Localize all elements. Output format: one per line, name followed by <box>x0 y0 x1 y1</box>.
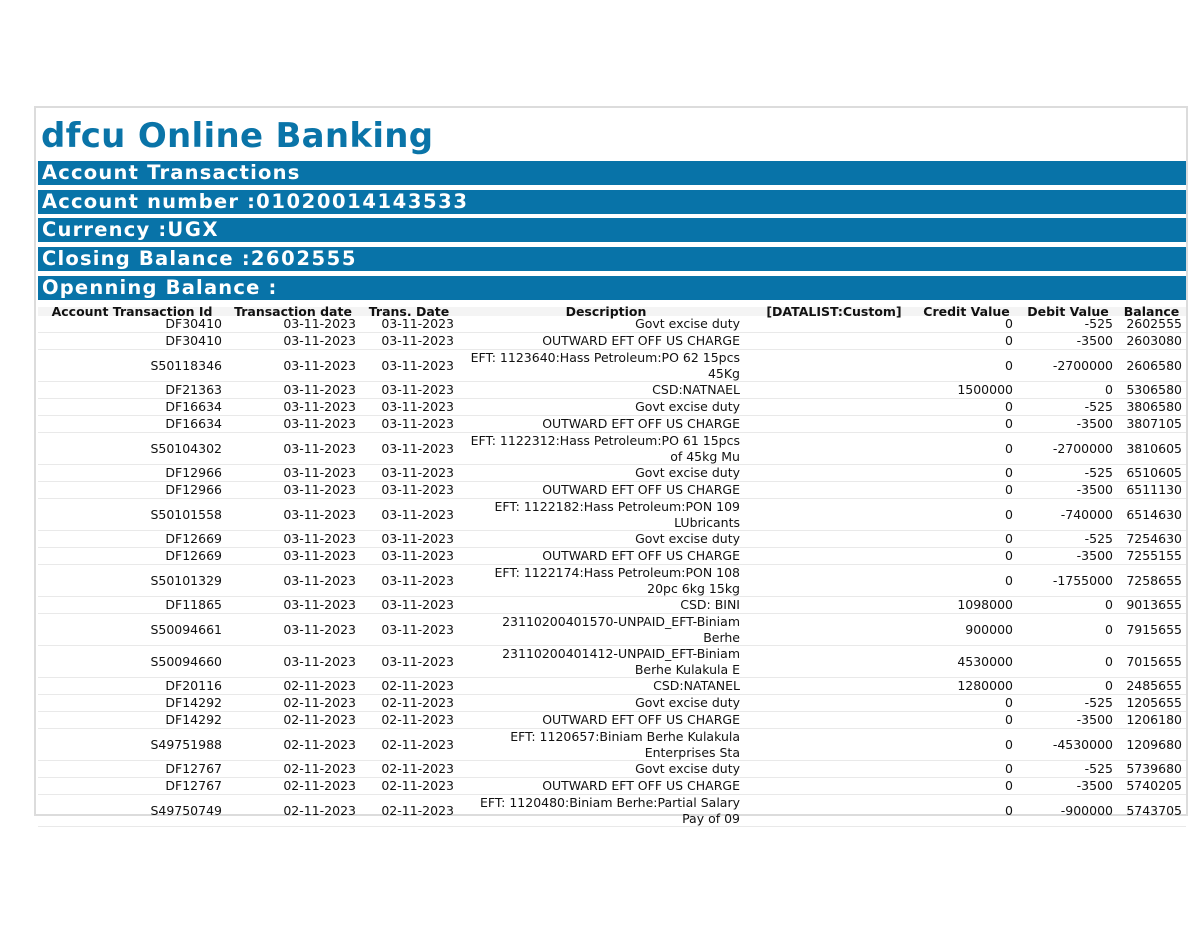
report-frame <box>34 106 1188 826</box>
cell-description <box>458 712 754 729</box>
cell-debit-value: -3500 <box>1019 482 1117 499</box>
cell-trans-date: 02-11-2023 <box>360 729 458 761</box>
cell-balance: 2603080 <box>1117 333 1186 350</box>
cell-transaction-date: 03-11-2023 <box>226 565 360 597</box>
cell-balance: 5743705 <box>1117 795 1186 827</box>
cell-trans-date: 03-11-2023 <box>360 548 458 565</box>
cell-custom <box>754 531 914 548</box>
description-text: 23110200401412-UNPAID_EFT-Biniam Berhe Kulakula E <box>502 646 740 677</box>
cell-custom <box>754 416 914 433</box>
description-text: Govt excise duty <box>635 531 740 546</box>
cell-credit-value: 0 <box>914 548 1019 565</box>
description-text: OUTWARD EFT OFF US CHARGE <box>542 482 740 497</box>
cell-trans-date: 02-11-2023 <box>360 695 458 712</box>
cell-trans-date: 02-11-2023 <box>360 795 458 827</box>
cell-custom <box>754 465 914 482</box>
cell-credit-value: 0 <box>914 399 1019 416</box>
cell-description <box>458 416 754 433</box>
cell-credit-value: 0 <box>914 499 1019 531</box>
cell-transaction-id: DF12966 <box>38 465 226 482</box>
table-row <box>38 795 1186 827</box>
cell-balance: 7255155 <box>1117 548 1186 565</box>
cell-balance: 3810605 <box>1117 433 1186 465</box>
cell-custom <box>754 399 914 416</box>
cell-description <box>458 465 754 482</box>
cell-credit-value: 0 <box>914 465 1019 482</box>
account-number-bar <box>38 190 1186 214</box>
cell-trans-date: 03-11-2023 <box>360 482 458 499</box>
cell-debit-value: -900000 <box>1019 795 1117 827</box>
closing-balance-label: Closing Balance : <box>42 247 251 270</box>
cell-description <box>458 597 754 614</box>
cell-credit-value: 1280000 <box>914 678 1019 695</box>
cell-trans-date: 03-11-2023 <box>360 646 458 678</box>
table-row <box>38 695 1186 712</box>
cell-debit-value: -4530000 <box>1019 729 1117 761</box>
cell-transaction-date: 02-11-2023 <box>226 761 360 778</box>
cell-description <box>458 433 754 465</box>
cell-transaction-id: DF30410 <box>38 333 226 350</box>
cell-balance: 5306580 <box>1117 382 1186 399</box>
cell-debit-value: -525 <box>1019 695 1117 712</box>
cell-credit-value: 0 <box>914 778 1019 795</box>
cell-custom <box>754 729 914 761</box>
cell-transaction-date: 03-11-2023 <box>226 597 360 614</box>
cell-balance: 5740205 <box>1117 778 1186 795</box>
cell-transaction-id: DF12966 <box>38 482 226 499</box>
cell-transaction-date: 03-11-2023 <box>226 433 360 465</box>
cell-description <box>458 333 754 350</box>
cell-transaction-id: S50101329 <box>38 565 226 597</box>
cell-transaction-id: DF12669 <box>38 531 226 548</box>
cell-credit-value: 0 <box>914 695 1019 712</box>
col-header-transaction-date[interactable]: Transaction date <box>226 307 360 316</box>
table-row <box>38 531 1186 548</box>
description-text: CSD:NATNAEL <box>652 382 740 397</box>
col-header-custom[interactable]: [DATALIST:Custom] <box>754 307 914 316</box>
description-text: OUTWARD EFT OFF US CHARGE <box>542 416 740 431</box>
cell-transaction-id: DF21363 <box>38 382 226 399</box>
cell-custom <box>754 712 914 729</box>
cell-transaction-id: S50118346 <box>38 350 226 382</box>
cell-custom <box>754 614 914 646</box>
cell-transaction-date: 02-11-2023 <box>226 778 360 795</box>
cell-custom <box>754 646 914 678</box>
table-row <box>38 350 1186 382</box>
cell-credit-value: 0 <box>914 333 1019 350</box>
cell-debit-value: -740000 <box>1019 499 1117 531</box>
cell-trans-date: 03-11-2023 <box>360 565 458 597</box>
description-text: OUTWARD EFT OFF US CHARGE <box>542 333 740 348</box>
description-text: EFT: 1122182:Hass Petroleum:PON 109 LUbricants <box>494 499 740 530</box>
cell-trans-date: 02-11-2023 <box>360 761 458 778</box>
cell-description <box>458 548 754 565</box>
cell-description <box>458 382 754 399</box>
section-title: Account Transactions <box>42 161 301 184</box>
cell-debit-value: -2700000 <box>1019 433 1117 465</box>
cell-description <box>458 795 754 827</box>
cell-trans-date: 03-11-2023 <box>360 531 458 548</box>
cell-debit-value: -525 <box>1019 316 1117 333</box>
cell-credit-value: 0 <box>914 482 1019 499</box>
table-row <box>38 778 1186 795</box>
cell-transaction-date: 03-11-2023 <box>226 646 360 678</box>
currency-bar <box>38 218 1186 242</box>
table-row <box>38 565 1186 597</box>
description-text: EFT: 1122312:Hass Petroleum:PO 61 15pcs of 45kg Mu <box>470 433 740 464</box>
cell-balance: 7015655 <box>1117 646 1186 678</box>
cell-transaction-id: DF14292 <box>38 712 226 729</box>
description-text: EFT: 1122174:Hass Petroleum:PON 108 20pc 6kg 15kg <box>494 565 740 596</box>
cell-balance: 1206180 <box>1117 712 1186 729</box>
cell-custom <box>754 761 914 778</box>
cell-description <box>458 695 754 712</box>
section-title-bar <box>38 161 1186 185</box>
cell-custom <box>754 433 914 465</box>
cell-debit-value: 0 <box>1019 614 1117 646</box>
cell-credit-value: 0 <box>914 350 1019 382</box>
description-text: CSD:NATANEL <box>653 678 740 693</box>
cell-debit-value: -3500 <box>1019 548 1117 565</box>
cell-transaction-date: 03-11-2023 <box>226 350 360 382</box>
cell-balance: 9013655 <box>1117 597 1186 614</box>
account-number-value: 01020014143533 <box>256 190 469 213</box>
cell-debit-value: -3500 <box>1019 416 1117 433</box>
cell-trans-date: 03-11-2023 <box>360 399 458 416</box>
cell-transaction-id: S50104302 <box>38 433 226 465</box>
cell-description <box>458 678 754 695</box>
cell-balance: 1209680 <box>1117 729 1186 761</box>
cell-description <box>458 499 754 531</box>
cell-custom <box>754 482 914 499</box>
cell-description <box>458 729 754 761</box>
description-text: EFT: 1123640:Hass Petroleum:PO 62 15pcs 45Kg <box>470 350 740 381</box>
cell-credit-value: 0 <box>914 316 1019 333</box>
cell-debit-value: -525 <box>1019 531 1117 548</box>
cell-transaction-date: 02-11-2023 <box>226 795 360 827</box>
cell-trans-date: 03-11-2023 <box>360 614 458 646</box>
cell-description <box>458 482 754 499</box>
description-text: Govt excise duty <box>635 399 740 414</box>
cell-transaction-id: S49751988 <box>38 729 226 761</box>
cell-debit-value: -525 <box>1019 465 1117 482</box>
cell-transaction-id: S50094661 <box>38 614 226 646</box>
cell-transaction-date: 03-11-2023 <box>226 531 360 548</box>
table-row <box>38 482 1186 499</box>
cell-trans-date: 03-11-2023 <box>360 333 458 350</box>
cell-balance: 2602555 <box>1117 316 1186 333</box>
table-row <box>38 416 1186 433</box>
cell-credit-value: 900000 <box>914 614 1019 646</box>
cell-transaction-id: DF12767 <box>38 778 226 795</box>
description-text: OUTWARD EFT OFF US CHARGE <box>542 778 740 793</box>
description-text: Govt excise duty <box>635 761 740 776</box>
cell-trans-date: 03-11-2023 <box>360 433 458 465</box>
cell-transaction-id: DF16634 <box>38 399 226 416</box>
cell-trans-date: 03-11-2023 <box>360 499 458 531</box>
cell-debit-value: -1755000 <box>1019 565 1117 597</box>
table-row <box>38 646 1186 678</box>
cell-balance: 7258655 <box>1117 565 1186 597</box>
cell-credit-value: 1500000 <box>914 382 1019 399</box>
table-row <box>38 761 1186 778</box>
description-text: EFT: 1120480:Biniam Berhe:Partial Salary Pay of 09 <box>480 795 740 826</box>
cell-transaction-id: DF30410 <box>38 316 226 333</box>
cell-trans-date: 03-11-2023 <box>360 350 458 382</box>
cell-transaction-id: S50101558 <box>38 499 226 531</box>
cell-description <box>458 646 754 678</box>
cell-custom <box>754 565 914 597</box>
cell-debit-value: -3500 <box>1019 712 1117 729</box>
cell-credit-value: 0 <box>914 433 1019 465</box>
table-row <box>38 382 1186 399</box>
cell-debit-value: -2700000 <box>1019 350 1117 382</box>
col-header-trans-date[interactable]: Trans. Date <box>360 307 458 316</box>
cell-trans-date: 03-11-2023 <box>360 465 458 482</box>
cell-balance: 2606580 <box>1117 350 1186 382</box>
col-header-debit-value[interactable]: Debit Value <box>1019 307 1117 316</box>
table-row <box>38 597 1186 614</box>
cell-custom <box>754 350 914 382</box>
cell-description <box>458 778 754 795</box>
cell-balance: 3807105 <box>1117 416 1186 433</box>
table-row <box>38 729 1186 761</box>
cell-balance: 6511130 <box>1117 482 1186 499</box>
cell-balance: 6514630 <box>1117 499 1186 531</box>
cell-balance: 1205655 <box>1117 695 1186 712</box>
cell-description <box>458 350 754 382</box>
cell-description <box>458 614 754 646</box>
cell-custom <box>754 678 914 695</box>
currency-value: UGX <box>167 218 220 241</box>
table-row <box>38 614 1186 646</box>
cell-transaction-date: 02-11-2023 <box>226 712 360 729</box>
closing-balance-bar <box>38 247 1186 271</box>
cell-custom <box>754 548 914 565</box>
col-header-balance[interactable]: Balance <box>1117 307 1186 316</box>
cell-trans-date: 03-11-2023 <box>360 382 458 399</box>
cell-trans-date: 03-11-2023 <box>360 316 458 333</box>
table-row <box>38 333 1186 350</box>
cell-credit-value: 0 <box>914 712 1019 729</box>
cell-trans-date: 02-11-2023 <box>360 778 458 795</box>
cell-transaction-id: S49750749 <box>38 795 226 827</box>
cell-balance: 5739680 <box>1117 761 1186 778</box>
description-text: OUTWARD EFT OFF US CHARGE <box>542 548 740 563</box>
cell-trans-date: 02-11-2023 <box>360 678 458 695</box>
cell-description <box>458 399 754 416</box>
cell-debit-value: -3500 <box>1019 333 1117 350</box>
account-number-label: Account number : <box>42 190 257 213</box>
description-text: 23110200401570-UNPAID_EFT-Biniam Berhe <box>502 614 740 645</box>
cell-credit-value: 0 <box>914 416 1019 433</box>
closing-balance-value: 2602555 <box>250 247 358 270</box>
cell-transaction-id: DF11865 <box>38 597 226 614</box>
opening-balance-label: Openning Balance : <box>42 276 278 299</box>
cell-custom <box>754 499 914 531</box>
cell-custom <box>754 597 914 614</box>
cell-balance: 3806580 <box>1117 399 1186 416</box>
description-text: Govt excise duty <box>635 695 740 710</box>
cell-transaction-date: 03-11-2023 <box>226 333 360 350</box>
cell-transaction-id: DF12767 <box>38 761 226 778</box>
cell-credit-value: 1098000 <box>914 597 1019 614</box>
cell-transaction-date: 03-11-2023 <box>226 614 360 646</box>
cell-transaction-id: DF14292 <box>38 695 226 712</box>
cell-description <box>458 531 754 548</box>
cell-debit-value: -525 <box>1019 761 1117 778</box>
cell-debit-value: 0 <box>1019 597 1117 614</box>
table-header-row <box>38 307 1186 316</box>
description-text: CSD: BINI <box>680 597 740 612</box>
col-header-description[interactable]: Description <box>458 307 754 316</box>
cell-transaction-date: 02-11-2023 <box>226 695 360 712</box>
cell-transaction-date: 02-11-2023 <box>226 678 360 695</box>
cell-debit-value: -3500 <box>1019 778 1117 795</box>
cell-transaction-id: DF20116 <box>38 678 226 695</box>
cell-credit-value: 0 <box>914 565 1019 597</box>
cell-description <box>458 761 754 778</box>
cell-transaction-date: 03-11-2023 <box>226 482 360 499</box>
cell-transaction-date: 03-11-2023 <box>226 316 360 333</box>
cell-trans-date: 03-11-2023 <box>360 597 458 614</box>
cell-debit-value: -525 <box>1019 399 1117 416</box>
cell-trans-date: 03-11-2023 <box>360 416 458 433</box>
table-row <box>38 499 1186 531</box>
cell-description <box>458 565 754 597</box>
cell-balance: 7254630 <box>1117 531 1186 548</box>
cell-transaction-date: 03-11-2023 <box>226 416 360 433</box>
cell-credit-value: 0 <box>914 531 1019 548</box>
cell-transaction-date: 03-11-2023 <box>226 499 360 531</box>
cell-debit-value: 0 <box>1019 382 1117 399</box>
description-text: OUTWARD EFT OFF US CHARGE <box>542 712 740 727</box>
table-row <box>38 399 1186 416</box>
description-text: EFT: 1120657:Biniam Berhe Kulakula Enterprises Sta <box>510 729 740 760</box>
cell-transaction-date: 03-11-2023 <box>226 548 360 565</box>
cell-custom <box>754 795 914 827</box>
cell-credit-value: 0 <box>914 795 1019 827</box>
cell-transaction-date: 03-11-2023 <box>226 465 360 482</box>
cell-transaction-date: 02-11-2023 <box>226 729 360 761</box>
cell-transaction-id: DF16634 <box>38 416 226 433</box>
description-text: Govt excise duty <box>635 316 740 331</box>
transactions-table <box>38 304 1186 827</box>
description-text: Govt excise duty <box>635 465 740 480</box>
cell-custom <box>754 333 914 350</box>
cell-balance: 2485655 <box>1117 678 1186 695</box>
cell-credit-value: 4530000 <box>914 646 1019 678</box>
table-row <box>38 712 1186 729</box>
cell-transaction-date: 03-11-2023 <box>226 382 360 399</box>
col-header-credit-value[interactable]: Credit Value <box>914 307 1019 316</box>
cell-transaction-date: 03-11-2023 <box>226 399 360 416</box>
opening-balance-bar <box>38 276 1186 300</box>
page-title: dfcu Online Banking <box>41 116 434 156</box>
cell-custom <box>754 695 914 712</box>
cell-trans-date: 02-11-2023 <box>360 712 458 729</box>
cell-debit-value: 0 <box>1019 646 1117 678</box>
cell-custom <box>754 382 914 399</box>
currency-label: Currency : <box>42 218 168 241</box>
table-row <box>38 433 1186 465</box>
cell-credit-value: 0 <box>914 729 1019 761</box>
cell-transaction-id: DF12669 <box>38 548 226 565</box>
col-header-transaction-id[interactable]: Account Transaction Id <box>38 307 226 316</box>
cell-credit-value: 0 <box>914 761 1019 778</box>
cell-transaction-id: S50094660 <box>38 646 226 678</box>
table-row <box>38 548 1186 565</box>
cell-balance: 6510605 <box>1117 465 1186 482</box>
table-row <box>38 678 1186 695</box>
cell-balance: 7915655 <box>1117 614 1186 646</box>
table-row <box>38 465 1186 482</box>
cell-debit-value: 0 <box>1019 678 1117 695</box>
cell-custom <box>754 778 914 795</box>
